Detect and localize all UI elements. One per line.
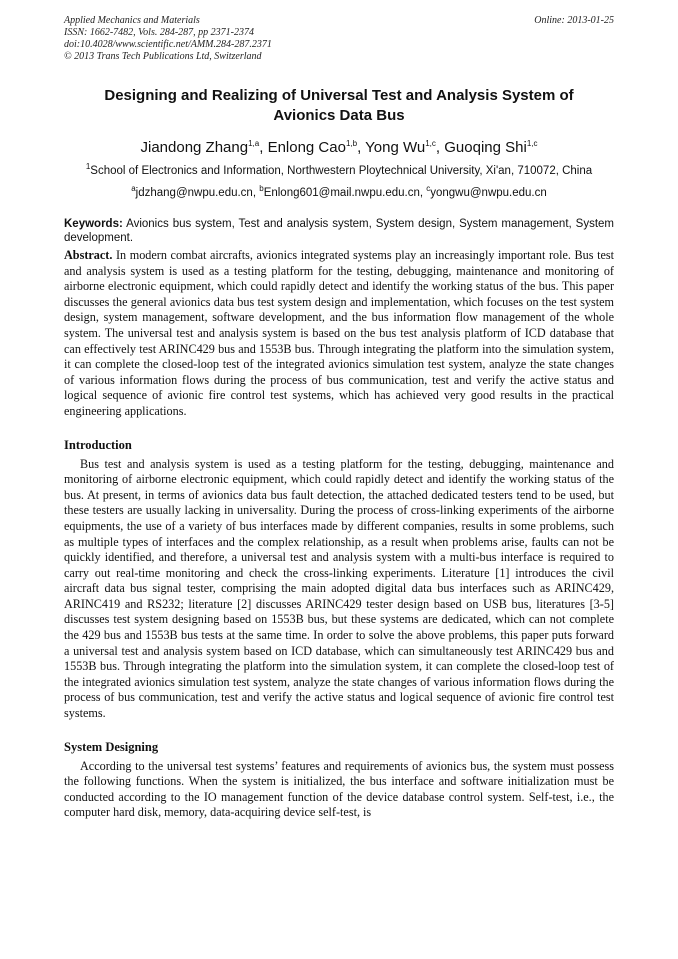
author-list: Jiandong Zhang$^{1,a}$, Enlong Cao$^{1,b}$, Yong Wu$^{1,c}$, Guoqing Shi$^{1,c}$ — [140, 139, 538, 156]
journal-name: Applied Mechanics and Materials — [64, 15, 200, 26]
email-link[interactable]: Enlong601@mail.nwpu.edu.cn — [263, 187, 420, 199]
author-affil-sup: 1,a — [248, 139, 260, 148]
author-name: Jiandong Zhang — [140, 139, 249, 156]
email-sup: a — [131, 184, 136, 194]
doi-line: doi:10.4028/www.scientific.net/AMM.284-287.2371 — [64, 39, 272, 50]
author-affil-sup: 1,c — [425, 139, 436, 148]
affiliation — [64, 164, 614, 178]
email-sup: c — [426, 184, 431, 194]
affiliation-text: School of Electronics and Information, Northwestern Ploytechnical University, Xi'an, 710072, China — [90, 165, 593, 177]
system-designing-paragraph: According to the universal test systems’ features and requirements of avionics bus, the system must possess the following functions. When the system is initialized, the bus interface and software initialization must be conducted according to the IO management function of the device database control system. Self-test, i.e., the computer hard disk, memory, data-acquiring device self-test, is — [64, 758, 614, 820]
email-link[interactable]: jdzhang@nwpu.edu.cn — [135, 187, 253, 199]
email-sup: b — [259, 184, 264, 194]
affiliation-sup: 1 — [85, 162, 91, 172]
page-header — [64, 15, 614, 63]
author-name: Yong Wu — [365, 139, 426, 156]
copyright-line: © 2013 Trans Tech Publications Ltd, Switzerland — [64, 51, 262, 62]
keywords-label: Keywords: — [64, 218, 123, 230]
issn-line: ISSN: 1662-7482, Vols. 284-287, pp 2371-2374 — [64, 27, 254, 38]
paper-title: Designing and Realizing of Universal Test and Analysis System of Avionics Data Bus — [104, 87, 574, 124]
email-list: $^a$jdzhang@nwpu.edu.cn, $^b$Enlong601@mail.nwpu.edu.cn, $^c$yongwu@nwpu.edu.cn — [131, 184, 547, 199]
keywords-text: Avionics bus system, Test and analysis system, System design, System management, System development. — [64, 218, 615, 244]
online-date: Online: 2013-01-25 — [534, 15, 614, 26]
abstract-text: In modern combat aircrafts, avionics integrated systems play an increasingly important role. Bus test and analysis system is used as a testing platform for the testing, debugging, maintenance and monitoring of airborne electronic equipment, which could rapidly detect and identify the working status of the bus. This paper discusses the general avionics data bus test system design and implementation, which focuses on the test system design, system management, software development, and the bus information flow management of the whole system. The universal test and analysis system is based on the bus test analysis platform of ICD database that can effectively test ARINC429 bus and 1553B bus. Through integrating the platform into the simulation system, it can complete the closed-loop test of the integrated avionics simulation test system, analyze the state changes of various information flows during the process of bus communication, test and verify the active status and logical sequence of avionic fire control test systems, which has achieved very good results in the practical engineering applications. — [64, 248, 615, 418]
author-affil-sup: 1,c — [526, 139, 538, 148]
author-name: Enlong Cao — [267, 139, 346, 156]
author-affil-sup: 1,b — [345, 139, 358, 148]
introduction-paragraph: Bus test and analysis system is used as a testing platform for the testing, debugging, maintenance and monitoring of airborne electronic equipment, which could rapidly detect and identify the working status of the bus. At present, in terms of avionics data bus fault detection, the attached dedicated testers tend to be used, but these testers are usually lacking in universality. During the process of cross-linking experiments of the airborne equipments, the use of a variety of bus interfaces made by different companies, results in some problems, such as multiple types of interfaces and the complex relationship, as a result when problems arise, faults can not be quickly identified, and therefore, a universal test and analysis system with a multi-bus interface is required to carry out real-time monitoring and check the cross-linking experiments. Literature [1] introduces the civil aircraft data bus signal tester, comprising the main adopted digital data bus interfaces such as ARINC429, ARINC419 and RS232; literature [2] discusses ARINC429 tester design based on USB bus, literatures [3-5] discusses test system designing based on 1553B bus, but these systems are dedicated, which can not complete the 429 bus and 1553B bus tests at the same time. In order to solve the above problems, this paper puts forward a universal test and analysis system based on ICD database, which can simultaneously test ARINC429 bus and 1553B bus. Through integrating the platform into the simulation system, it can complete the closed-loop test of the integrated avionics simulation test system, analyze the state changes of various information flows during the process of bus communication, test and verify the active status and logical sequence of avionic fire control test systems. — [64, 456, 614, 721]
section-heading-introduction: Introduction — [64, 437, 132, 452]
abstract — [64, 248, 614, 420]
keywords — [64, 217, 614, 245]
abstract-label: Abstract. — [64, 248, 113, 262]
author-name: Guoqing Shi — [444, 139, 527, 156]
section-heading-system-designing: System Designing — [64, 739, 159, 754]
email-link[interactable]: yongwu@nwpu.edu.cn — [430, 187, 547, 199]
